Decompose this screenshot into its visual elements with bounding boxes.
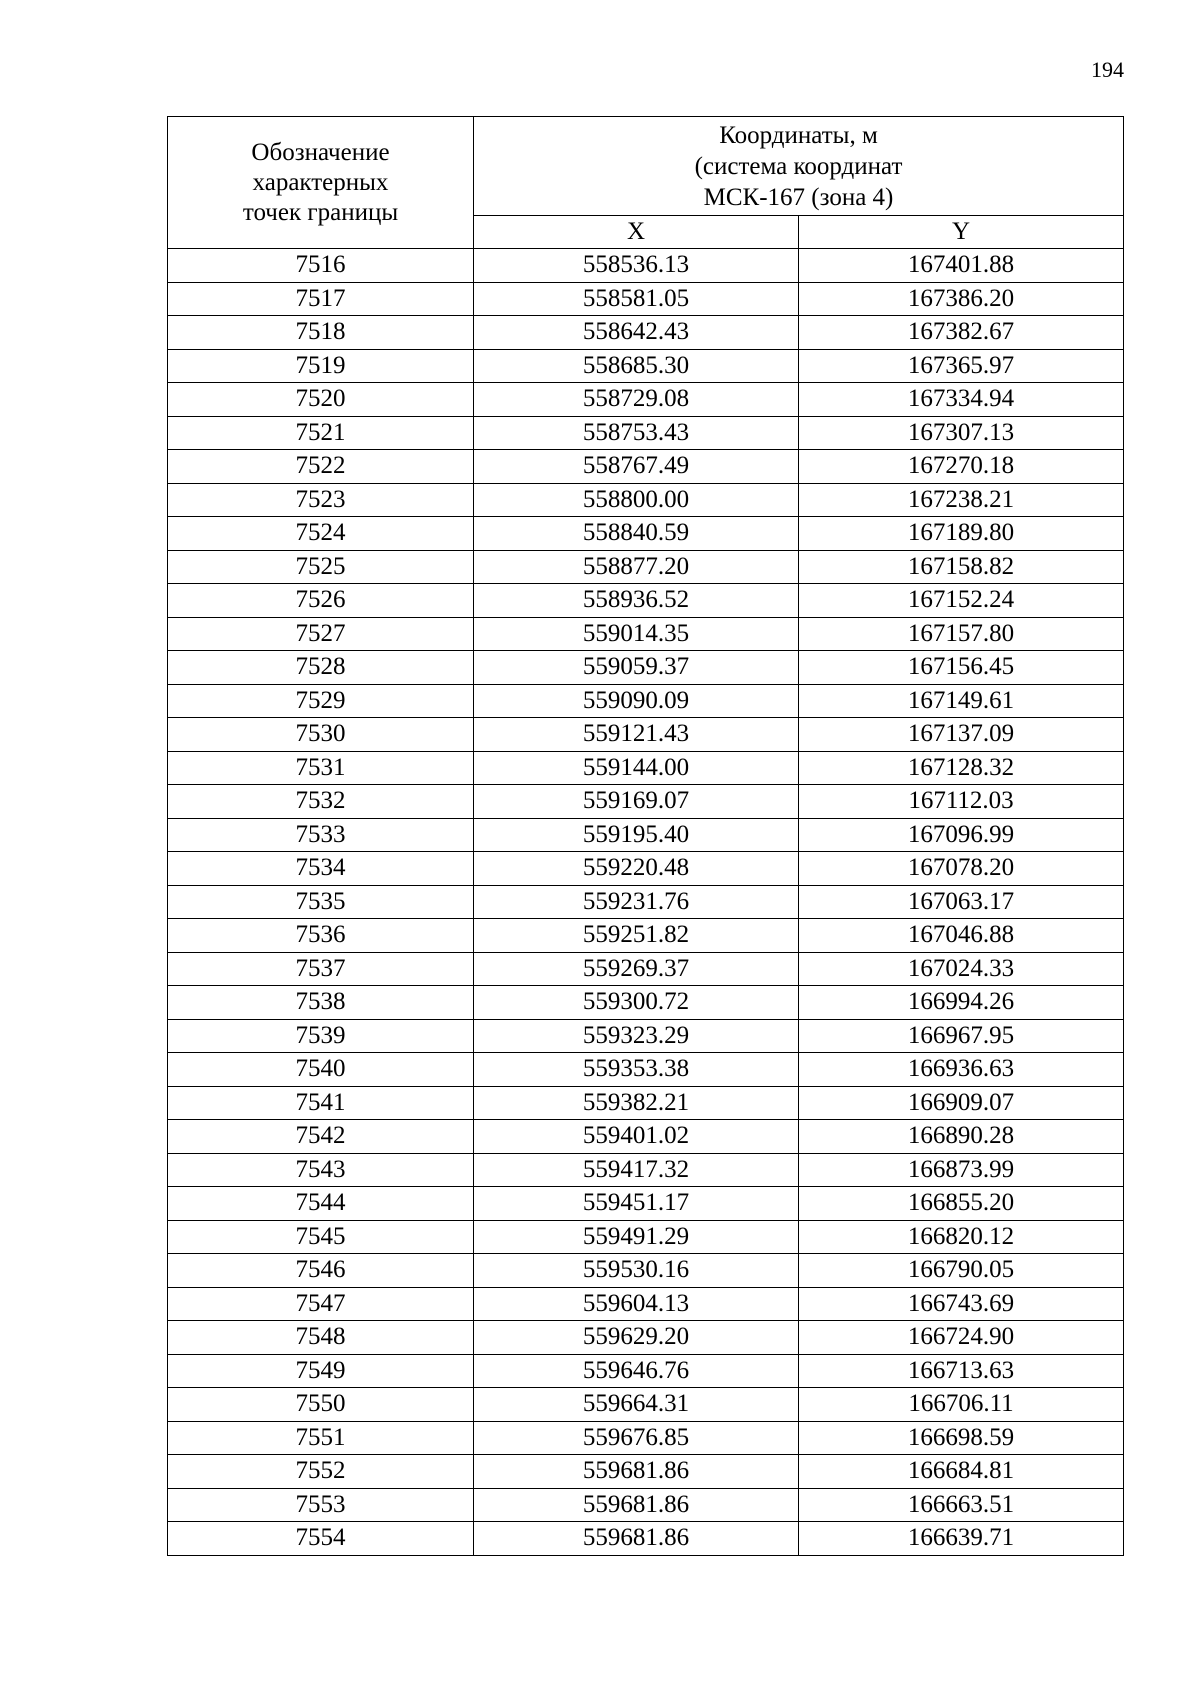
y-coordinate-cell: 167386.20 — [799, 282, 1124, 316]
x-coordinate-cell: 558767.49 — [474, 450, 799, 484]
y-coordinate-cell: 167270.18 — [799, 450, 1124, 484]
point-number-cell: 7516 — [168, 249, 474, 283]
point-number-cell: 7540 — [168, 1053, 474, 1087]
y-coordinate-cell: 166936.63 — [799, 1053, 1124, 1087]
table-row — [168, 483, 1124, 517]
table-row — [168, 584, 1124, 618]
y-coordinate-cell: 166639.71 — [799, 1522, 1124, 1556]
point-number-cell: 7544 — [168, 1187, 474, 1221]
y-coordinate-cell: 166820.12 — [799, 1220, 1124, 1254]
point-number-cell: 7548 — [168, 1321, 474, 1355]
point-number-cell: 7523 — [168, 483, 474, 517]
y-coordinate-cell: 167334.94 — [799, 383, 1124, 417]
point-number-cell: 7533 — [168, 818, 474, 852]
point-number-cell: 7529 — [168, 684, 474, 718]
table-row — [168, 1488, 1124, 1522]
x-coordinate-cell: 558581.05 — [474, 282, 799, 316]
y-coordinate-cell: 167365.97 — [799, 349, 1124, 383]
table-row — [168, 1321, 1124, 1355]
point-number-cell: 7531 — [168, 751, 474, 785]
point-number-cell: 7517 — [168, 282, 474, 316]
header-point-designation — [168, 117, 474, 249]
x-coordinate-cell: 558753.43 — [474, 416, 799, 450]
y-coordinate-cell: 167078.20 — [799, 852, 1124, 886]
y-coordinate-cell: 167096.99 — [799, 818, 1124, 852]
table-row — [168, 282, 1124, 316]
x-coordinate-cell: 559059.37 — [474, 651, 799, 685]
table-row — [168, 1019, 1124, 1053]
x-coordinate-cell: 559323.29 — [474, 1019, 799, 1053]
y-coordinate-cell: 167112.03 — [799, 785, 1124, 819]
header-x: X — [474, 216, 799, 249]
table-row — [168, 818, 1124, 852]
x-coordinate-cell: 559401.02 — [474, 1120, 799, 1154]
header-name-line-2: характерных — [252, 168, 389, 196]
x-coordinate-cell: 558800.00 — [474, 483, 799, 517]
y-coordinate-cell: 166967.95 — [799, 1019, 1124, 1053]
x-coordinate-cell: 558877.20 — [474, 550, 799, 584]
header-y: Y — [799, 216, 1124, 249]
y-coordinate-cell: 166873.99 — [799, 1153, 1124, 1187]
point-number-cell: 7522 — [168, 450, 474, 484]
x-coordinate-cell: 559195.40 — [474, 818, 799, 852]
point-number-cell: 7521 — [168, 416, 474, 450]
table-row — [168, 1187, 1124, 1221]
table-row — [168, 919, 1124, 953]
x-coordinate-cell: 558642.43 — [474, 316, 799, 350]
header-coords-line-1: Координаты, м — [719, 121, 878, 149]
point-number-cell: 7541 — [168, 1086, 474, 1120]
header-name-line-3: точек границы — [242, 198, 399, 226]
table-row — [168, 550, 1124, 584]
table-row — [168, 952, 1124, 986]
table-row — [168, 1522, 1124, 1556]
y-coordinate-cell: 166790.05 — [799, 1254, 1124, 1288]
point-number-cell: 7554 — [168, 1522, 474, 1556]
point-number-cell: 7538 — [168, 986, 474, 1020]
point-number-cell: 7547 — [168, 1287, 474, 1321]
y-coordinate-cell: 166698.59 — [799, 1421, 1124, 1455]
table-row — [168, 751, 1124, 785]
x-coordinate-cell: 559681.86 — [474, 1455, 799, 1489]
table-row — [168, 1220, 1124, 1254]
point-number-cell: 7524 — [168, 517, 474, 551]
x-coordinate-cell: 559169.07 — [474, 785, 799, 819]
y-coordinate-cell: 167401.88 — [799, 249, 1124, 283]
point-number-cell: 7549 — [168, 1354, 474, 1388]
x-coordinate-cell: 559144.00 — [474, 751, 799, 785]
y-coordinate-cell: 167382.67 — [799, 316, 1124, 350]
point-number-cell: 7551 — [168, 1421, 474, 1455]
table-row — [168, 617, 1124, 651]
y-coordinate-cell: 166663.51 — [799, 1488, 1124, 1522]
x-coordinate-cell: 559646.76 — [474, 1354, 799, 1388]
header-row-top — [168, 117, 1124, 216]
y-coordinate-cell: 167238.21 — [799, 483, 1124, 517]
x-coordinate-cell: 559530.16 — [474, 1254, 799, 1288]
x-coordinate-cell: 559220.48 — [474, 852, 799, 886]
point-number-cell: 7545 — [168, 1220, 474, 1254]
table-row — [168, 1421, 1124, 1455]
x-coordinate-cell: 559353.38 — [474, 1053, 799, 1087]
x-coordinate-cell: 558936.52 — [474, 584, 799, 618]
x-coordinate-cell: 558729.08 — [474, 383, 799, 417]
table-row — [168, 349, 1124, 383]
x-coordinate-cell: 559629.20 — [474, 1321, 799, 1355]
x-coordinate-cell: 559451.17 — [474, 1187, 799, 1221]
table-row — [168, 1153, 1124, 1187]
y-coordinate-cell: 167063.17 — [799, 885, 1124, 919]
table-row — [168, 416, 1124, 450]
header-coords-line-2: (система координат — [694, 152, 903, 180]
y-coordinate-cell: 167307.13 — [799, 416, 1124, 450]
point-number-cell: 7528 — [168, 651, 474, 685]
x-coordinate-cell: 559382.21 — [474, 1086, 799, 1120]
x-coordinate-cell: 559491.29 — [474, 1220, 799, 1254]
table-row — [168, 718, 1124, 752]
point-number-cell: 7537 — [168, 952, 474, 986]
point-number-cell: 7536 — [168, 919, 474, 953]
coordinates-table — [167, 116, 1124, 1556]
table-header — [168, 117, 1124, 249]
x-coordinate-cell: 558840.59 — [474, 517, 799, 551]
table-row — [168, 1086, 1124, 1120]
x-coordinate-cell: 559251.82 — [474, 919, 799, 953]
point-number-cell: 7534 — [168, 852, 474, 886]
table-row — [168, 852, 1124, 886]
point-number-cell: 7546 — [168, 1254, 474, 1288]
page-number: 194 — [1091, 57, 1124, 82]
point-number-cell: 7525 — [168, 550, 474, 584]
point-number-cell: 7535 — [168, 885, 474, 919]
table-row — [168, 383, 1124, 417]
table-row — [168, 986, 1124, 1020]
y-coordinate-cell: 167152.24 — [799, 584, 1124, 618]
y-coordinate-cell: 167158.82 — [799, 550, 1124, 584]
table-row — [168, 885, 1124, 919]
x-coordinate-cell: 559300.72 — [474, 986, 799, 1020]
y-coordinate-cell: 166724.90 — [799, 1321, 1124, 1355]
point-number-cell: 7532 — [168, 785, 474, 819]
table-row — [168, 517, 1124, 551]
x-coordinate-cell: 559676.85 — [474, 1421, 799, 1455]
y-coordinate-cell: 166909.07 — [799, 1086, 1124, 1120]
table-row — [168, 1354, 1124, 1388]
y-coordinate-cell: 166684.81 — [799, 1455, 1124, 1489]
point-number-cell: 7530 — [168, 718, 474, 752]
y-coordinate-cell: 166855.20 — [799, 1187, 1124, 1221]
point-number-cell: 7526 — [168, 584, 474, 618]
x-coordinate-cell: 559681.86 — [474, 1522, 799, 1556]
y-coordinate-cell: 167189.80 — [799, 517, 1124, 551]
x-coordinate-cell: 559090.09 — [474, 684, 799, 718]
point-number-cell: 7550 — [168, 1388, 474, 1422]
point-number-cell: 7543 — [168, 1153, 474, 1187]
table-row — [168, 316, 1124, 350]
y-coordinate-cell: 166743.69 — [799, 1287, 1124, 1321]
x-coordinate-cell: 558536.13 — [474, 249, 799, 283]
point-number-cell: 7542 — [168, 1120, 474, 1154]
point-number-cell: 7553 — [168, 1488, 474, 1522]
table-row — [168, 684, 1124, 718]
x-coordinate-cell: 558685.30 — [474, 349, 799, 383]
header-coords-line-3: МСК-167 (зона 4) — [703, 183, 894, 211]
y-coordinate-cell: 166713.63 — [799, 1354, 1124, 1388]
y-coordinate-cell: 167046.88 — [799, 919, 1124, 953]
table-row — [168, 651, 1124, 685]
x-coordinate-cell: 559417.32 — [474, 1153, 799, 1187]
x-coordinate-cell: 559681.86 — [474, 1488, 799, 1522]
table-row — [168, 1120, 1124, 1154]
header-name-line-1: Обозначение — [251, 138, 390, 166]
table-body — [168, 249, 1124, 1556]
x-coordinate-cell: 559231.76 — [474, 885, 799, 919]
point-number-cell: 7520 — [168, 383, 474, 417]
point-number-cell: 7552 — [168, 1455, 474, 1489]
x-coordinate-cell: 559121.43 — [474, 718, 799, 752]
x-coordinate-cell: 559269.37 — [474, 952, 799, 986]
y-coordinate-cell: 167149.61 — [799, 684, 1124, 718]
y-coordinate-cell: 167128.32 — [799, 751, 1124, 785]
x-coordinate-cell: 559664.31 — [474, 1388, 799, 1422]
point-number-cell: 7518 — [168, 316, 474, 350]
table-row — [168, 1053, 1124, 1087]
y-coordinate-cell: 166706.11 — [799, 1388, 1124, 1422]
table-row — [168, 1455, 1124, 1489]
table-row — [168, 1254, 1124, 1288]
point-number-cell: 7539 — [168, 1019, 474, 1053]
y-coordinate-cell: 167156.45 — [799, 651, 1124, 685]
point-number-cell: 7519 — [168, 349, 474, 383]
table-row — [168, 450, 1124, 484]
y-coordinate-cell: 167137.09 — [799, 718, 1124, 752]
table-row — [168, 1388, 1124, 1422]
table-row — [168, 249, 1124, 283]
header-coordinates — [474, 117, 1124, 216]
y-coordinate-cell: 167024.33 — [799, 952, 1124, 986]
x-coordinate-cell: 559604.13 — [474, 1287, 799, 1321]
y-coordinate-cell: 166890.28 — [799, 1120, 1124, 1154]
table-row — [168, 1287, 1124, 1321]
x-coordinate-cell: 559014.35 — [474, 617, 799, 651]
y-coordinate-cell: 166994.26 — [799, 986, 1124, 1020]
point-number-cell: 7527 — [168, 617, 474, 651]
y-coordinate-cell: 167157.80 — [799, 617, 1124, 651]
table-row — [168, 785, 1124, 819]
